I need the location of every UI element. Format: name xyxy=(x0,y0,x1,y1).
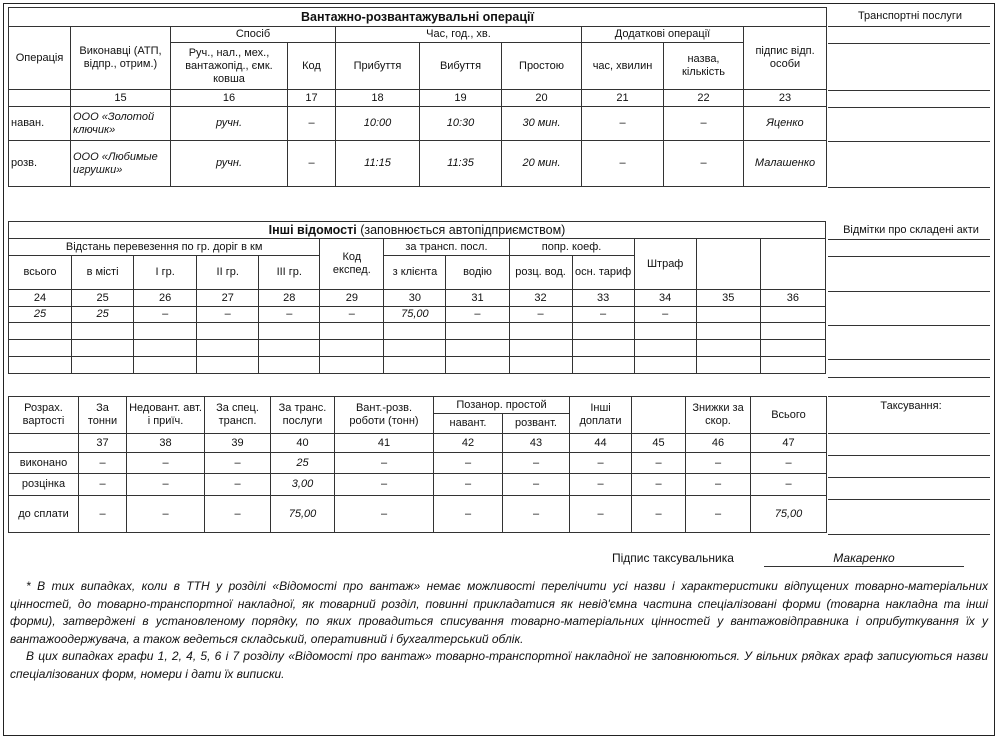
col-undeliv: Недовант. авт. і приїч. xyxy=(127,397,205,434)
cell-sign: Яценко xyxy=(744,107,827,141)
table-row xyxy=(9,357,826,374)
col-number: 47 xyxy=(751,434,827,453)
col-signature: підпис відп. особи xyxy=(744,27,827,90)
table-row xyxy=(9,307,826,323)
divider xyxy=(828,499,990,500)
col-fine: Штраф xyxy=(634,239,696,290)
taxation-label: Таксування: xyxy=(880,400,942,412)
col-number: 23 xyxy=(744,90,827,107)
cell-value: – xyxy=(335,474,434,496)
col-number: 36 xyxy=(760,290,825,307)
cell-value: – xyxy=(134,307,197,323)
cell-executor: ООО «Золотой ключик» xyxy=(71,107,171,141)
cell-value: – xyxy=(259,307,320,323)
col-number xyxy=(9,434,79,453)
cell-sign: Малашенко xyxy=(744,141,827,187)
group-method: Спосіб xyxy=(171,27,336,43)
col-load2: навант. xyxy=(434,414,503,434)
divider xyxy=(828,26,990,27)
coef-group: попр. коеф. xyxy=(509,239,634,256)
table-row xyxy=(9,107,827,141)
col-number: 37 xyxy=(79,434,127,453)
col-number: 22 xyxy=(664,90,744,107)
col-arrival: Прибуття xyxy=(336,43,420,90)
col-time-min: час, хвилин xyxy=(582,43,664,90)
col-idle: Простою xyxy=(502,43,582,90)
cell-value: – xyxy=(751,474,827,496)
col-client: з клієнта xyxy=(384,256,446,290)
col-number: 26 xyxy=(134,290,197,307)
cell-value: – xyxy=(686,474,751,496)
divider xyxy=(828,141,990,142)
cell-value: 3,00 xyxy=(271,474,335,496)
divider xyxy=(828,239,990,240)
cell-value: – xyxy=(197,307,259,323)
col-blank xyxy=(760,239,825,290)
row-label: розцінка xyxy=(9,474,79,496)
col-number: 45 xyxy=(632,434,686,453)
table-row xyxy=(9,453,827,474)
cell-arrival: 11:15 xyxy=(336,141,420,187)
cell-value: – xyxy=(79,474,127,496)
col-ton: За тонни xyxy=(79,397,127,434)
cell-value: 75,00 xyxy=(384,307,446,323)
cell-arrival: 10:00 xyxy=(336,107,420,141)
cell-value xyxy=(696,307,760,323)
col-spec: За спец. трансп. xyxy=(205,397,271,434)
col-discount: Знижки за скор. xyxy=(686,397,751,434)
table-row xyxy=(9,496,827,533)
divider xyxy=(828,359,990,360)
divider xyxy=(828,325,990,326)
transport-services-label: Транспортні послуги xyxy=(857,10,963,22)
cell-value: – xyxy=(434,453,503,474)
col-number: 15 xyxy=(71,90,171,107)
col-g1: I гр. xyxy=(134,256,197,290)
cell-value: – xyxy=(632,474,686,496)
cell-value: – xyxy=(335,453,434,474)
table-row xyxy=(9,474,827,496)
other-info-title-bold: Інші відомості xyxy=(268,222,357,237)
table-row xyxy=(9,340,826,357)
cell-code: – xyxy=(288,141,336,187)
cell-value: – xyxy=(127,496,205,533)
cell-code: – xyxy=(288,107,336,141)
divider xyxy=(828,291,990,292)
cell-value: – xyxy=(570,474,632,496)
col-number: 39 xyxy=(205,434,271,453)
divider xyxy=(828,377,990,378)
row-label: виконано xyxy=(9,453,79,474)
table-row xyxy=(9,323,826,340)
col-driver: водію xyxy=(446,256,509,290)
col-number: 29 xyxy=(320,290,384,307)
cell-value: – xyxy=(205,453,271,474)
cell-value: – xyxy=(434,496,503,533)
cell-value: – xyxy=(335,496,434,533)
col-number: 17 xyxy=(288,90,336,107)
col-number: 44 xyxy=(570,434,632,453)
cell-idle: 30 мин. xyxy=(502,107,582,141)
col-number: 31 xyxy=(446,290,509,307)
cell-departure: 10:30 xyxy=(420,107,502,141)
col-total: всього xyxy=(9,256,72,290)
cell-value: – xyxy=(572,307,634,323)
cell-value: – xyxy=(446,307,509,323)
col-number: 38 xyxy=(127,434,205,453)
idle-group: Позанор. простой xyxy=(434,397,570,414)
cell-value: – xyxy=(205,474,271,496)
trans-group: за трансп. посл. xyxy=(384,239,509,256)
taxator-signature-value: Макаренко xyxy=(764,551,964,567)
cell-value: – xyxy=(79,453,127,474)
cell-value: – xyxy=(434,474,503,496)
col-number: 34 xyxy=(634,290,696,307)
cell-departure: 11:35 xyxy=(420,141,502,187)
cell-operation: наван. xyxy=(9,107,71,141)
act-marks-label: Відмітки про складені акти xyxy=(843,224,979,236)
col-number: 16 xyxy=(171,90,288,107)
cell-value: – xyxy=(570,496,632,533)
calculation-table xyxy=(8,396,827,533)
cell-value: 25 xyxy=(9,307,72,323)
col-number: 28 xyxy=(259,290,320,307)
col-name-qty: назва, кількість xyxy=(664,43,744,90)
col-number: 46 xyxy=(686,434,751,453)
col-total: Всього xyxy=(751,397,827,434)
col-blank xyxy=(632,397,686,434)
cell-value: – xyxy=(751,453,827,474)
cell-value: – xyxy=(127,474,205,496)
cell-idle: 20 мин. xyxy=(502,141,582,187)
col-number: 40 xyxy=(271,434,335,453)
col-blank xyxy=(696,239,760,290)
col-number: 35 xyxy=(696,290,760,307)
cell-method: ручн. xyxy=(171,107,288,141)
col-exped: Код експед. xyxy=(320,239,384,290)
col-number: 27 xyxy=(197,290,259,307)
col-executor: Виконавці (АТП, відпр., отрим.) xyxy=(71,27,171,90)
cell-value: – xyxy=(686,453,751,474)
cell-value: 25 xyxy=(271,453,335,474)
col-number: 41 xyxy=(335,434,434,453)
other-info-table xyxy=(8,221,826,374)
cell-value: – xyxy=(503,474,570,496)
col-trans: За транс. послуги xyxy=(271,397,335,434)
col-manual: Руч., нал., мех., вантажопід., ємк. ковша xyxy=(171,43,288,90)
cell-value: 25 xyxy=(72,307,134,323)
group-extra: Додаткові операції xyxy=(582,27,744,43)
cell-value xyxy=(760,307,825,323)
cell-name: – xyxy=(664,141,744,187)
row-label: до сплати xyxy=(9,496,79,533)
cell-value: – xyxy=(686,496,751,533)
col-g3: III гр. xyxy=(259,256,320,290)
col-number: 32 xyxy=(509,290,572,307)
col-number xyxy=(9,90,71,107)
footnote-paragraph-2: В цих випадках графи 1, 2, 4, 5, 6 і 7 розділу «Відомості про вантаж» товарно-транспортної накладної не заповнюються. У вільних рядках граф записуються назви спеціалізованих форм, номери і дати їх виписки. xyxy=(10,649,988,681)
cargo-operations-table xyxy=(8,7,827,187)
col-departure: Вибуття xyxy=(420,43,502,90)
divider xyxy=(828,477,990,478)
cell-value: – xyxy=(503,496,570,533)
col-unload: розвант. xyxy=(503,414,570,434)
divider xyxy=(828,256,990,257)
cell-value: – xyxy=(632,496,686,533)
col-number: 30 xyxy=(384,290,446,307)
cell-value: – xyxy=(509,307,572,323)
other-info-title xyxy=(9,222,826,239)
divider xyxy=(828,396,990,397)
cell-method: ручн. xyxy=(171,141,288,187)
col-number: 20 xyxy=(502,90,582,107)
group-time: Час, год., хв. xyxy=(336,27,582,43)
footnote-paragraph-1: * В тих випадках, коли в ТТН у розділі «Відомості про вантаж» немає можливості перелічити усі назви і характеристики відпущених товарно-матеріальних цінностей, до товарно-транспортної накладної, як товарний розділ, повинні прикладатися як невід'ємна частина спеціалізовані форми (товарна накладна та інші форми), затверджені в установленому порядку, по яких провадиться списування товарно-матеріальних цінностей у вантажовідправника і оприбуткування їх у вантажоодержувача, а також ведеться складський, оперативний і бухгалтерський облік. xyxy=(10,579,988,646)
cell-value: – xyxy=(79,496,127,533)
cell-value: – xyxy=(632,453,686,474)
cell-value: 75,00 xyxy=(271,496,335,533)
divider xyxy=(828,433,990,434)
cargo-ops-title: Вантажно-розвантажувальні операції xyxy=(9,8,827,27)
col-other: Інші доплати xyxy=(570,397,632,434)
divider xyxy=(828,534,990,535)
divider xyxy=(828,90,990,91)
col-number: 18 xyxy=(336,90,420,107)
cell-executor: ООО «Любимые игрушки» xyxy=(71,141,171,187)
cell-name: – xyxy=(664,107,744,141)
table-row xyxy=(9,141,827,187)
col-g2: II гр. xyxy=(197,256,259,290)
col-number: 33 xyxy=(572,290,634,307)
col-number: 42 xyxy=(434,434,503,453)
col-calc: Розрах. вартості xyxy=(9,397,79,434)
col-number: 43 xyxy=(503,434,570,453)
col-number: 25 xyxy=(72,290,134,307)
col-rozc: розц. вод. xyxy=(509,256,572,290)
divider xyxy=(828,455,990,456)
col-osn: осн. тариф xyxy=(572,256,634,290)
cell-value: 75,00 xyxy=(751,496,827,533)
divider xyxy=(828,187,990,188)
divider xyxy=(828,107,990,108)
cell-value: – xyxy=(320,307,384,323)
col-number: 21 xyxy=(582,90,664,107)
taxator-signature-label: Підпис таксувальника xyxy=(612,551,734,565)
footnote xyxy=(10,578,988,683)
cell-value: – xyxy=(634,307,696,323)
other-info-title-rest: (заповнюється автопідприємством) xyxy=(360,222,566,237)
col-operation: Операція xyxy=(9,27,71,90)
cell-value: – xyxy=(205,496,271,533)
col-city: в місті xyxy=(72,256,134,290)
cell-value: – xyxy=(127,453,205,474)
cell-operation: розв. xyxy=(9,141,71,187)
distance-group: Відстань перевезення по гр. доріг в км xyxy=(9,239,320,256)
cell-value: – xyxy=(570,453,632,474)
col-load: Вант.-розв. роботи (тонн) xyxy=(335,397,434,434)
col-number: 24 xyxy=(9,290,72,307)
col-number: 19 xyxy=(420,90,502,107)
cell-value: – xyxy=(503,453,570,474)
cell-time: – xyxy=(582,107,664,141)
cell-time: – xyxy=(582,141,664,187)
divider xyxy=(828,43,990,44)
col-code: Код xyxy=(288,43,336,90)
